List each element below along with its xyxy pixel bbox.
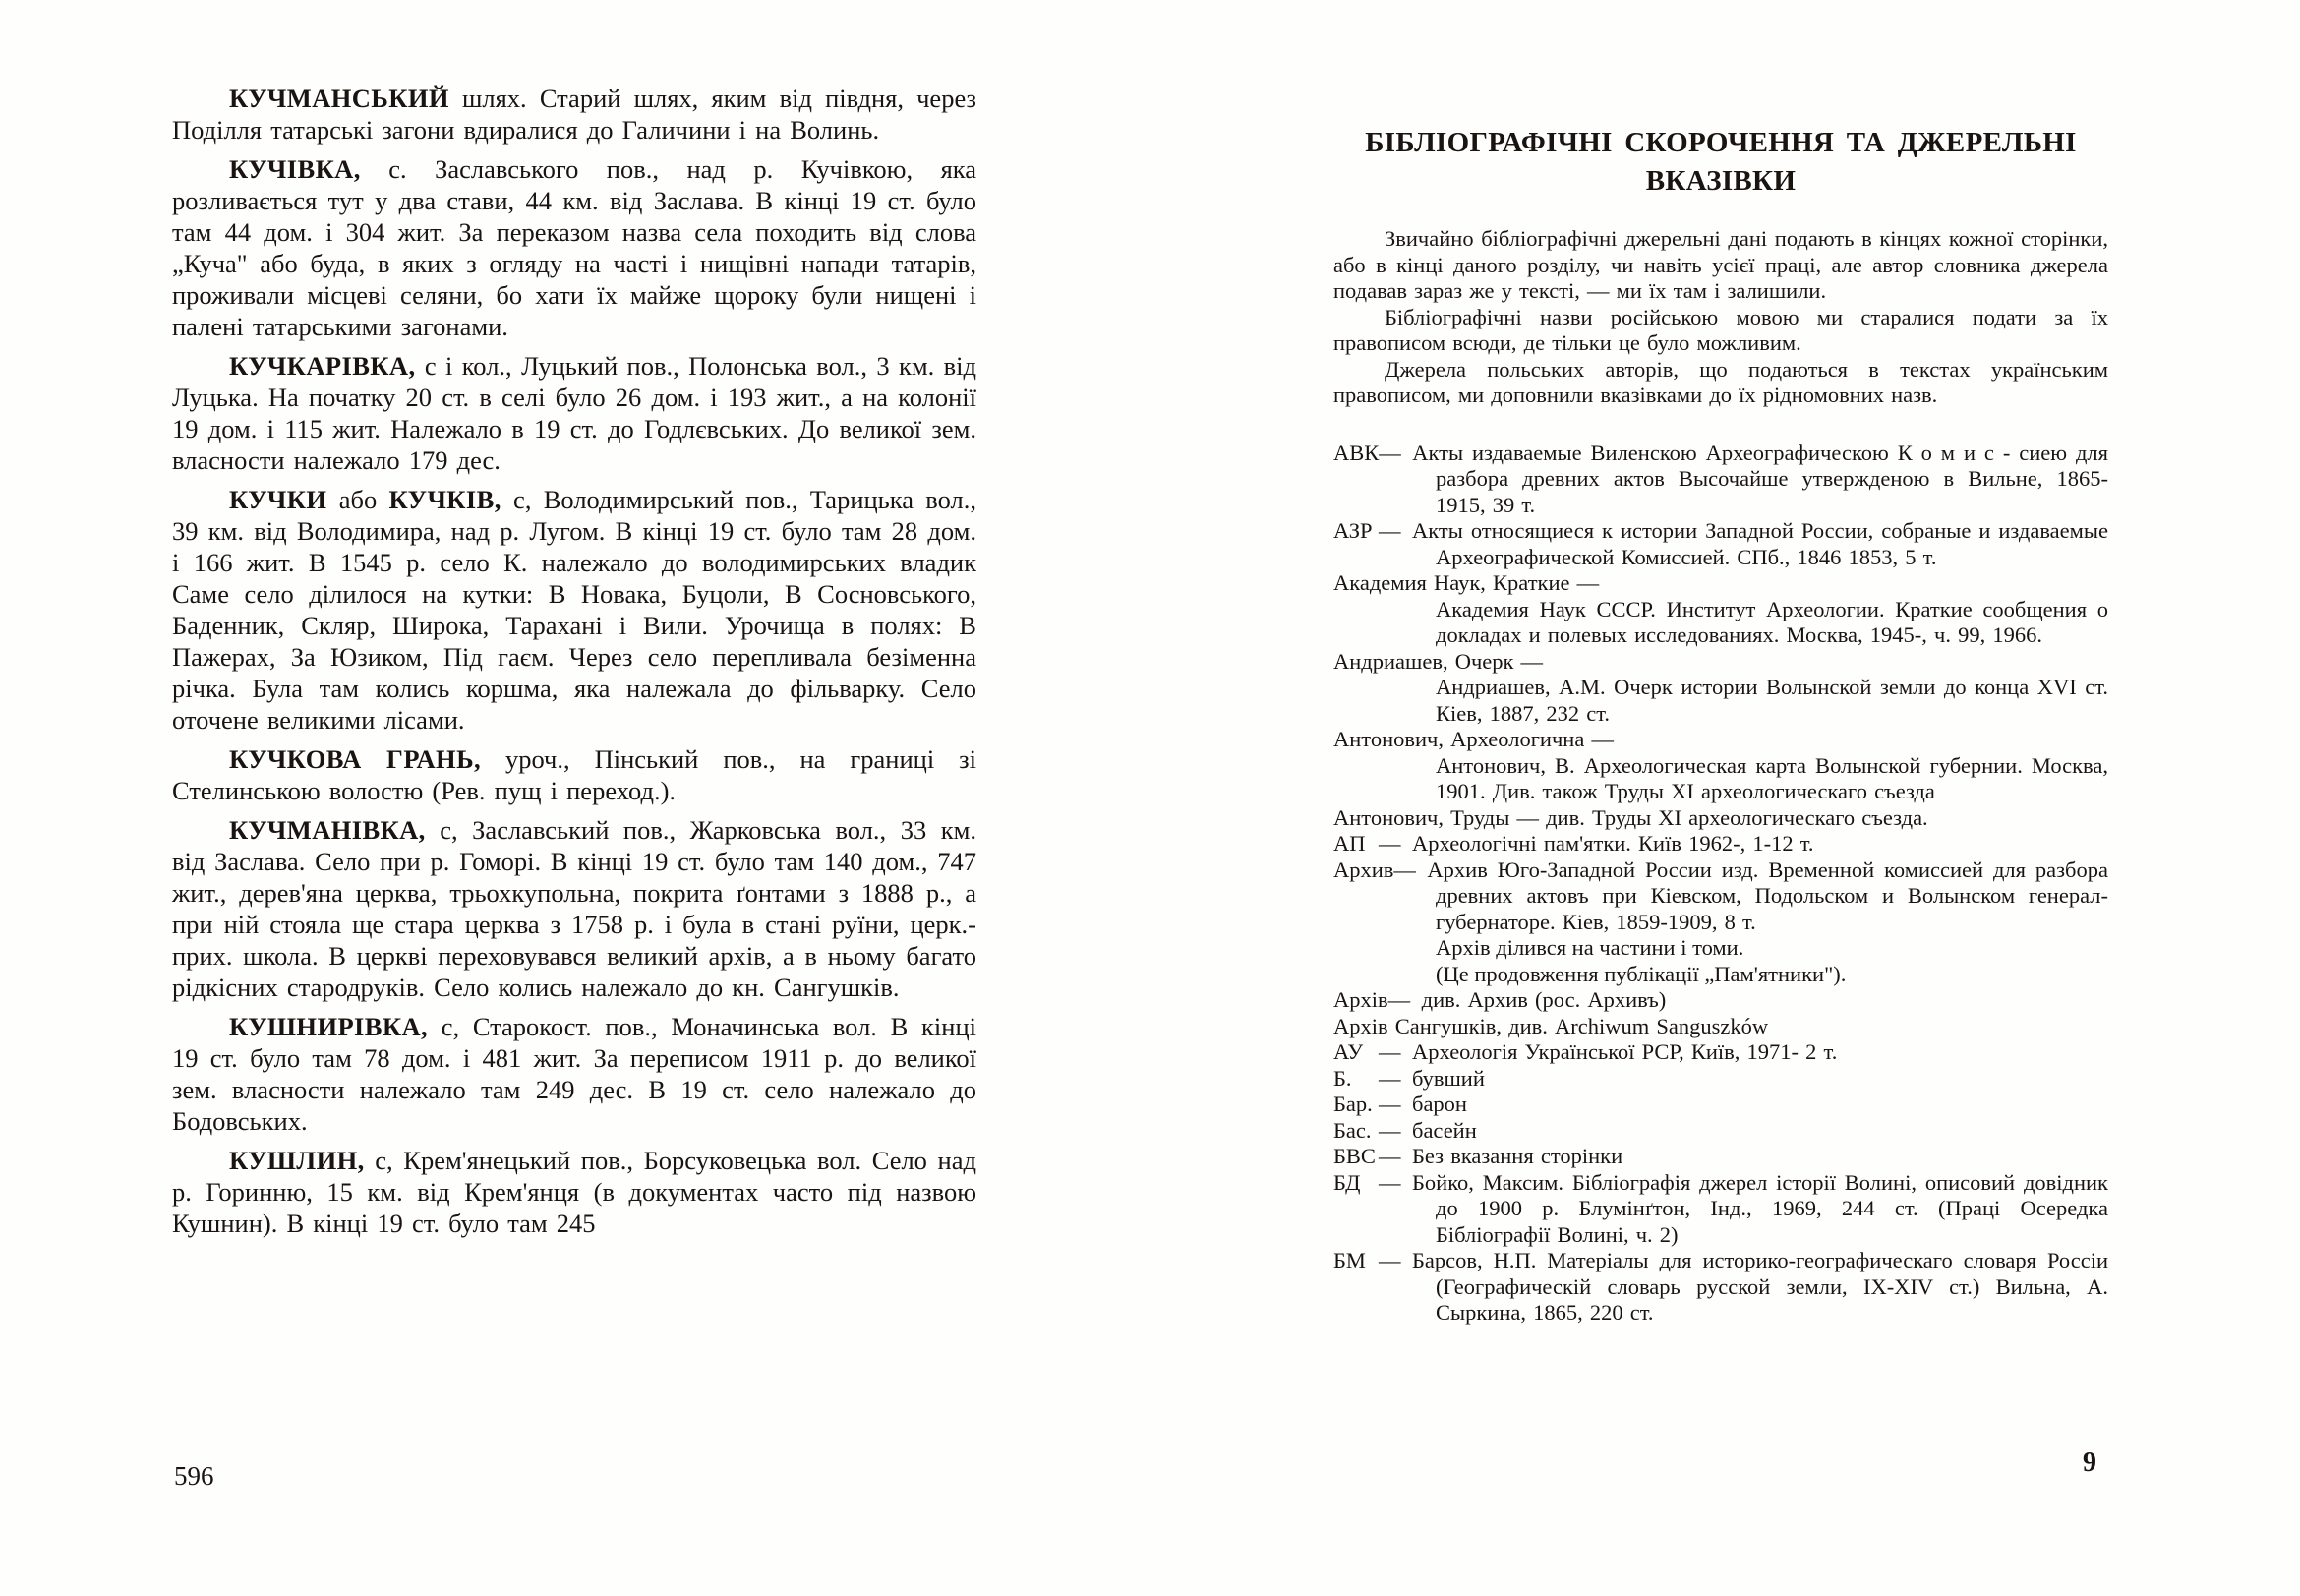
bib-item	[1333, 518, 2108, 570]
bib-text: барон	[1412, 1092, 1467, 1116]
dictionary-entry	[172, 1011, 976, 1137]
dictionary-entry	[172, 743, 976, 806]
page-number-right: 9	[2083, 1448, 2096, 1478]
entry-text: с. Заславського пов., над р. Кучівкою, яка розливається тут у два стави, 44 км. від Заслава. В кінці 19 ст. було там 44 дом. і 304 жит. За переказом назва села походить від слова „Куча" або буда, в яких з огляду на часті і нищівні напади татарів, проживали місцеві селяни, бо хати їх майже щороку були нищені і палені татарськими загонами.	[172, 154, 976, 341]
entry-text: уроч., Пінський пов., на границі зі Стелинською волостю (Рев. пущ і переход.).	[172, 744, 976, 805]
bib-dash: —	[1387, 987, 1411, 1012]
bib-dash: —	[1379, 1117, 1401, 1143]
entry-text: с, Старокост. пов., Моначинська вол. В кінці 19 ст. було там 78 дом. і 481 жит. За переписом 1911 р. до великої зем. власности належало там 249 дес. В 19 ст. село належало до Бодовських.	[172, 1012, 976, 1136]
intro-paragraph: Джерела польських авторів, що подаються в текстах українським правописом, ми доповнили вказівками до їх рідномовних назв.	[1333, 356, 2108, 407]
intro-paragraph: Звичайно бібліографічні джерельні дані подають в кінцях кожної сторінки, або в кінці даного розділу, чи навіть усієї праці, але автор словника джерела подавав зараз же у тексті, — ми їх там і залишили.	[1333, 226, 2108, 303]
entry-headword: КУЧКИ	[229, 485, 327, 514]
left-page	[172, 83, 976, 1247]
bib-abbr: БМ	[1333, 1248, 1366, 1272]
entry-headword-alt: КУЧКІВ,	[388, 485, 501, 514]
bib-dash: —	[1379, 1092, 1401, 1116]
bib-dash: —	[1379, 1144, 1401, 1168]
bib-item	[1333, 1092, 2108, 1118]
bib-abbr: АП	[1333, 831, 1366, 856]
bib-text: див. Архив (рос. Архивъ)	[1421, 987, 1667, 1012]
bib-dash: —	[1379, 518, 1401, 543]
bib-note: Архів ділився на частини і томи.	[1436, 935, 1744, 960]
bib-item-label: Антонович, Труды — див. Труды XI археологическаго съезда.	[1333, 804, 1928, 830]
entry-text: с і кол., Луцький пов., Полонська вол., 3 км. від Луцька. На початку 20 ст. в селі було 26 дом. і 193 жит., а на колонії 19 дом. і 115 жит. Належало в 19 ст. до Годлєвських. До великої зем. власности належало 179 дес.	[172, 351, 976, 475]
bib-item	[1333, 987, 2108, 1014]
intro-section	[1333, 226, 2108, 409]
entry-text: с, Заславський пов., Жарковська вол., 33 км. від Заслава. Село при р. Гоморі. В кінці 19 ст. було там 140 дом., 747 жит., дерев'яна церква, трьохкупольна, покрита ґонтами з 1888 р., а при ній стояла ще стара церква з 1758 р. і була в стані руїни, церк.-прих. школа. В церкві переховувався великий архів, а в ньому багато рідкісних стародруків. Село колись належало до кн. Сангушків.	[172, 815, 976, 1002]
bib-description: Антонович, В. Археологическая карта Волынской губернии. Москва, 1901. Див. також Труды XI археологическаго съезда	[1436, 752, 2108, 803]
bib-text: Без вказання сторінки	[1412, 1144, 1623, 1168]
page-title	[1333, 124, 2108, 201]
entry-headword: КУШЛИН,	[229, 1146, 365, 1175]
page-title-line2: ВКАЗІВКИ	[1645, 165, 1797, 197]
entry-headword: КУЧМАНІВКА,	[229, 815, 426, 845]
bib-item	[1333, 1170, 2108, 1249]
bib-item	[1333, 857, 2108, 936]
entry-conjunction: або	[326, 485, 389, 514]
entry-headword: КУШНИРІВКА,	[229, 1012, 429, 1041]
bib-dash: —	[1393, 857, 1416, 882]
intro-paragraph: Бібліографічні назви російською мовою ми старалися подати за їх правописом всюди, де тільки це було можливим.	[1333, 304, 2108, 355]
bib-item	[1333, 1039, 2108, 1066]
bib-text: Археологія Української РСР, Київ, 1971- 2 т.	[1412, 1039, 1838, 1064]
bib-item	[1333, 1248, 2108, 1327]
bib-abbr: Архів	[1333, 987, 1388, 1012]
bib-text: Барсов, Н.П. Матеріалы для историко-географическаго словаря Россіи (Географическій словарь русской земли, IX-XIV ст.) Вильна, А. Сыркина, 1865, 220 ст.	[1412, 1248, 2108, 1325]
entry-text: с, Крем'янецький пов., Борсуковецька вол. Село над р. Горинню, 15 км. від Крем'янця (в документах часто під назвою Кушнин). В кінці 19 ст. було там 245	[172, 1146, 976, 1238]
bib-abbr: БВС	[1333, 1144, 1376, 1168]
bib-note: (Це продовження публікації „Пам'ятники").	[1436, 961, 1847, 986]
bib-item	[1333, 1118, 2108, 1145]
bib-abbr: АЗР	[1333, 518, 1373, 543]
bib-dash: —	[1379, 440, 1401, 465]
bib-dash: —	[1379, 1169, 1401, 1195]
bib-dash: —	[1379, 1065, 1401, 1091]
bib-abbr: Б.	[1333, 1065, 1352, 1091]
bib-item-label: Антонович, Археологична —	[1333, 727, 1614, 751]
bib-item	[1333, 1066, 2108, 1093]
dictionary-entry	[172, 350, 976, 476]
entry-headword: КУЧКОВА ГРАНЬ,	[229, 744, 482, 774]
bib-text: Акты издаваемые Виленскою Археографическою К о м и с - сиею для разбора древних актов Высочайше утвержденою в Вильне, 1865-1915, 39 т.	[1412, 440, 2108, 517]
bib-abbr: БД	[1333, 1169, 1361, 1195]
bib-dash: —	[1379, 831, 1401, 856]
bib-text: бувший	[1412, 1065, 1485, 1091]
bib-item-label: Андриашев, Очерк —	[1333, 648, 1544, 674]
entry-headword: КУЧМАНСЬКИЙ	[229, 84, 449, 113]
entry-text: шлях. Старий шлях, яким від півдня, через Поділля татарські загони вдиралися до Галичини і на Волинь.	[172, 84, 976, 145]
page-title-line1: БІБЛІОГРАФІЧНІ СКОРОЧЕННЯ ТА ДЖЕРЕЛЬНІ	[1365, 127, 2077, 158]
bib-text: Бойко, Максим. Бібліографія джерел історії Волині, описовий довідник до 1900 р. Блумінґтон, Інд., 1969, 244 ст. (Праці Осередка Бібліографії Волині, ч. 2)	[1412, 1169, 2108, 1247]
bibliography-list	[1333, 441, 2108, 1327]
bib-text: басейн	[1412, 1117, 1477, 1143]
bib-text: Археологічні пам'ятки. Київ 1962-, 1-12 т.	[1412, 831, 1814, 856]
right-page	[1333, 124, 2108, 1327]
bib-abbr: АВК	[1333, 440, 1380, 465]
bib-item	[1333, 831, 2108, 857]
bib-item	[1333, 441, 2108, 519]
bib-text: Архив Юго-Западной России изд. Временной комиссией для разбора древних актовъ при Кіевском, Подольском и Волынском генерал-губернаторе. Кіев, 1859-1909, 8 т.	[1427, 857, 2108, 934]
bib-dash: —	[1379, 1248, 1401, 1272]
bib-item-label: Академия Наук, Краткие —	[1333, 570, 1600, 595]
bib-abbr: Бас.	[1333, 1117, 1372, 1143]
bib-item	[1333, 1144, 2108, 1170]
entry-headword: КУЧІВКА,	[229, 154, 361, 184]
bib-dash: —	[1379, 1039, 1401, 1064]
entry-headword: КУЧКАРІВКА,	[229, 351, 416, 381]
dictionary-entry	[172, 1145, 976, 1239]
bib-abbr: АУ	[1333, 1039, 1364, 1064]
dictionary-entry	[172, 83, 976, 146]
dictionary-entry	[172, 153, 976, 342]
bib-text: Акты относящиеся к истории Западной России, собраные и издаваемые Археографической Комиссией. СПб., 1846 1853, 5 т.	[1412, 518, 2108, 569]
bib-description: Андриашев, А.М. Очерк истории Волынской земли до конца XVI ст. Кіев, 1887, 232 ст.	[1436, 675, 2108, 726]
bib-abbr: Бар.	[1333, 1092, 1373, 1116]
entry-text: с, Володимирський пов., Тарицька вол., 39 км. від Володимира, над р. Лугом. В кінці 19 ст. було там 28 дом. і 166 жит. В 1545 р. село К. належало до володимирських владик Саме село ділилося на кутки: В Новака, Буцоли, В Сосновського, Баденник, Скляр, Широка, Тарахані і Вили. Урочища в полях: В Пажерах, За Юзиком, Під гаєм. Через село перепливала безіменна річка. Була там колись коршма, яка належала до фільварку. Село оточене великими лісами.	[172, 485, 977, 735]
bib-abbr: Архив	[1333, 857, 1394, 882]
bib-item-label: Архів Сангушків, див. Archiwum Sanguszków	[1333, 1013, 1769, 1038]
page-number-left: 596	[174, 1461, 214, 1491]
dictionary-entry	[172, 814, 976, 1003]
dictionary-entry	[172, 484, 976, 736]
bib-description: Академия Наук СССР. Институт Археологии. Краткие сообщения о докладах и полевых исследованиях. Москва, 1945-, ч. 99, 1966.	[1436, 596, 2108, 647]
